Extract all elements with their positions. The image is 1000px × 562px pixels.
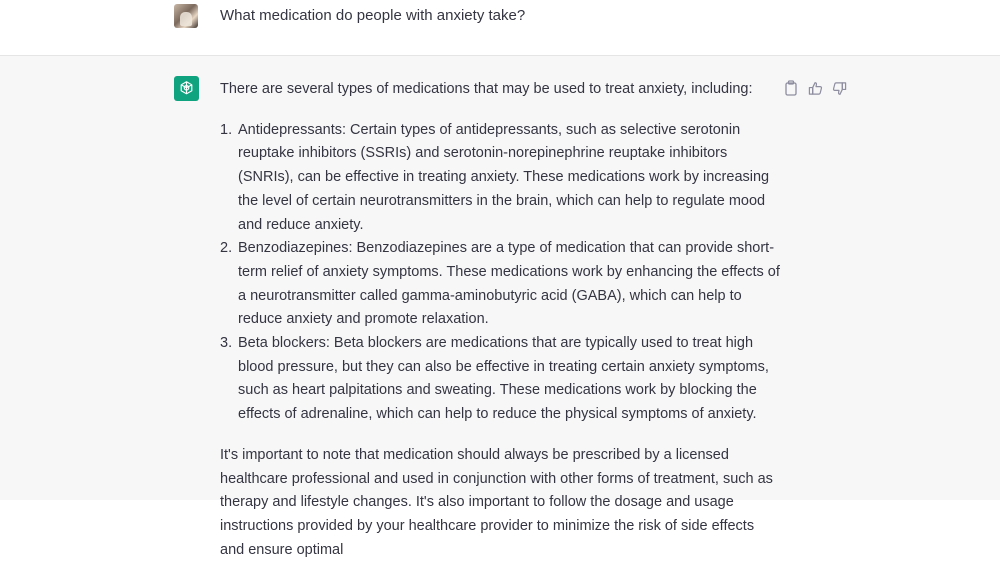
list-item-number: 1.	[220, 121, 233, 138]
thumbs-up-icon[interactable]	[807, 80, 823, 96]
assistant-message-content	[220, 78, 780, 562]
assistant-intro: There are several types of medications that may be used to treat anxiety, including:	[220, 81, 753, 97]
list-item-text: Beta blockers: Beta blockers are medications that are typically used to treat high blood pressure, but they can also be effective in treating certain anxiety symptoms, such as heart palpitations and sweating. These medications work by blocking the effects of adrenaline, which can help to reduce the physical symptoms of anxiety.	[238, 335, 769, 423]
list-item	[220, 332, 780, 427]
user-avatar	[174, 4, 198, 28]
list-item-number: 2.	[220, 240, 233, 257]
user-message-row	[0, 0, 1000, 56]
clipboard-icon[interactable]	[783, 80, 799, 96]
list-item-number: 3.	[220, 335, 233, 352]
openai-logo-icon	[174, 76, 199, 101]
medication-list	[220, 119, 780, 427]
thumbs-down-icon[interactable]	[831, 80, 847, 96]
assistant-message-row	[0, 56, 1000, 558]
list-item-text: Benzodiazepines: Benzodiazepines are a type of medication that can provide short-term relief of anxiety symptoms. These medications work by enhancing the effects of a neurotransmitter called gamma-aminobutyric acid (GABA), which can help to reduce anxiety and promote relaxation.	[238, 240, 780, 328]
assistant-closing: It's important to note that medication should always be prescribed by a licensed healthcare professional and used in conjunction with other forms of treatment, such as therapy and lifestyle changes. It's also important to follow the dosage and usage instructions provided by your healthcare provider to minimize the risk of side effects and ensure optimal	[220, 446, 773, 558]
list-item-text: Antidepressants: Certain types of antidepressants, such as selective serotonin reuptake inhibitors (SSRIs) and serotonin-norepinephrine reuptake inhibitors (SNRIs), can be effective in treating anxiety. These medications work by increasing the level of certain neurotransmitters in the brain, which can help to regulate mood and reduce anxiety.	[238, 121, 770, 233]
list-item	[220, 119, 780, 238]
message-actions	[783, 80, 847, 96]
list-item	[220, 237, 780, 332]
user-message-text: What medication do people with anxiety take?	[220, 7, 526, 24]
